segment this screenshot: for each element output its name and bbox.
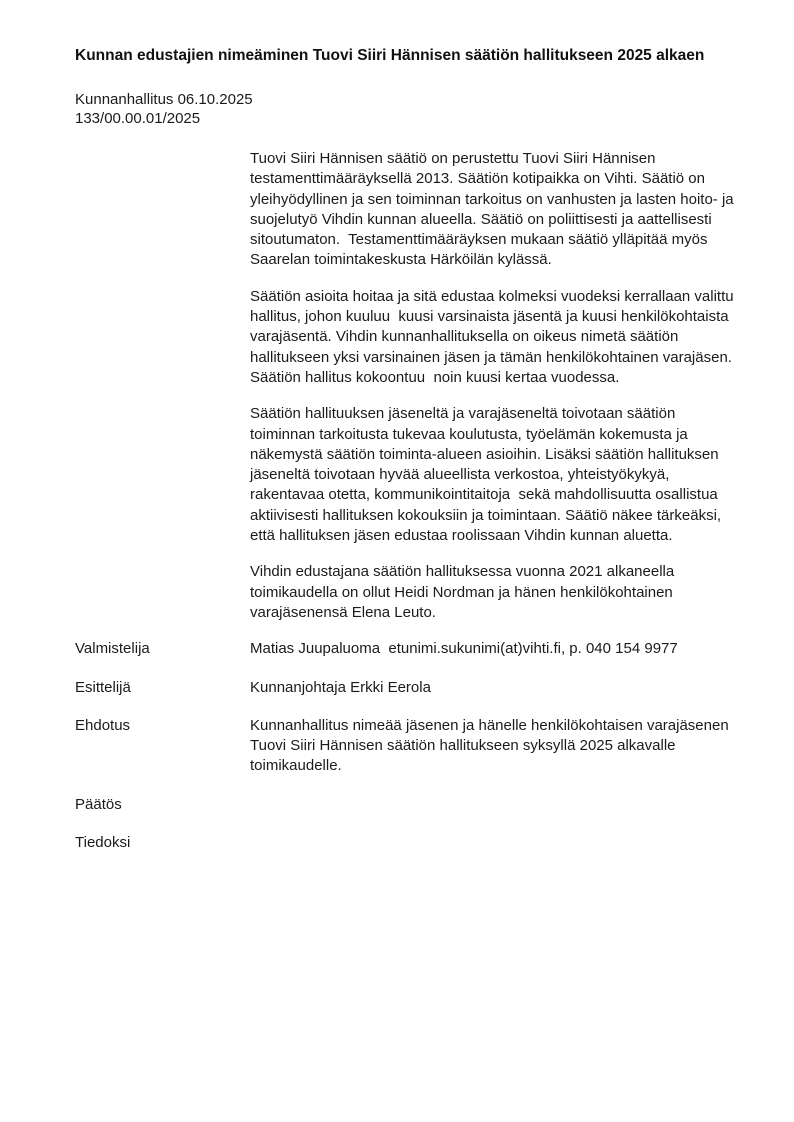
body-paragraph-4: Vihdin edustajana säätiön hallituksessa vuonna 2021 alkaneella toimikaudella on ollut Heidi Nordman ja hänen henkilökohtainen varajäsenensä Elena Leuto. xyxy=(250,563,679,621)
section-esittelija xyxy=(75,678,738,698)
case-number: 133/00.00.01/2025 xyxy=(75,110,201,127)
section-label-tiedoksi: Tiedoksi xyxy=(75,834,131,852)
section-content-esittelija: Kunnanjohtaja Erkki Eerola xyxy=(250,678,431,696)
section-content-valmistelija: Matias Juupaluoma etunimi.sukunimi(at)vihti.fi, p. 040 154 9977 xyxy=(250,640,678,658)
document-title: Kunnan edustajien nimeäminen Tuovi Siiri Hännisen säätiön hallitukseen 2025 alkaen xyxy=(75,47,705,64)
section-label-paatos: Päätös xyxy=(75,795,122,813)
section-content-ehdotus: Kunnanhallitus nimeää jäsenen ja hänelle henkilökohtaisen varajäsenen Tuovi Siiri Hännisen säätiön hallitukseen syksyllä 2025 alkavalle toimikaudelle. xyxy=(250,716,733,775)
body-paragraph-2: Säätiön asioita hoitaa ja sitä edustaa kolmeksi vuodeksi kerrallaan valittu hallitus, johon kuuluu kuusi varsinaista jäsentä ja kuusi henkilökohtaista varajäsentä. Vihdin kunnanhallituksella on oikeus nimetä säätiön hallitukseen yksi varsinainen jäsen ja tämän henkilökohtainen varajäsen. Säätiön hallitus kokoontuu noin kuusi kertaa vuodessa. xyxy=(250,287,738,386)
document-meta xyxy=(75,90,738,128)
section-paatos xyxy=(75,795,738,815)
section-ehdotus xyxy=(75,716,738,777)
section-label-valmistelija: Valmistelija xyxy=(75,640,150,658)
body-paragraph-1: Tuovi Siiri Hännisen säätiö on perustettu Tuovi Siiri Hännisen testamenttimääräyksellä 2013. Säätiön kotipaikka on Vihti. Säätiö on yleihyödyllinen ja sen toiminnan tarkoitus on vanhusten ja lasten hoito- ja suojelutyö Vihdin kunnan alueella. Säätiö on poliittisesti ja aattellisesti sitoutumaton. Testamenttimääräyksen mukaan säätiö ylläpitää myös Saarelan toimintakeskusta Härköilän kylässä. xyxy=(250,150,738,269)
section-label-ehdotus: Ehdotus xyxy=(75,716,131,734)
section-label-esittelija: Esittelijä xyxy=(75,678,131,696)
body-paragraph-3: Säätiön hallituuksen jäseneltä ja varajäseneltä toivotaan säätiön toiminnan tarkoitusta tukevaa koulutusta, työelämän kokemusta ja näkemystä säätiön toiminta-alueen asioihin. Lisäksi säätiön hallituksen jäseneltä toivotaan hyvää alueellista verkostoa, yhteistyökykyä, rakentavaa otetta, kommunikointitaitoja sekä mahdollisuutta osallistua aktiivisesti hallituksen kokouksiin ja toimintaan. Säätiö näkee tärkeäksi, että hallituksen jäsen edustaa roolissaan Vihdin kunnan aluetta. xyxy=(250,405,726,545)
section-valmistelija xyxy=(75,639,738,659)
document-body xyxy=(250,149,738,623)
section-tiedoksi xyxy=(75,833,738,853)
committee-date-line: Kunnanhallitus 06.10.2025 xyxy=(75,91,253,108)
